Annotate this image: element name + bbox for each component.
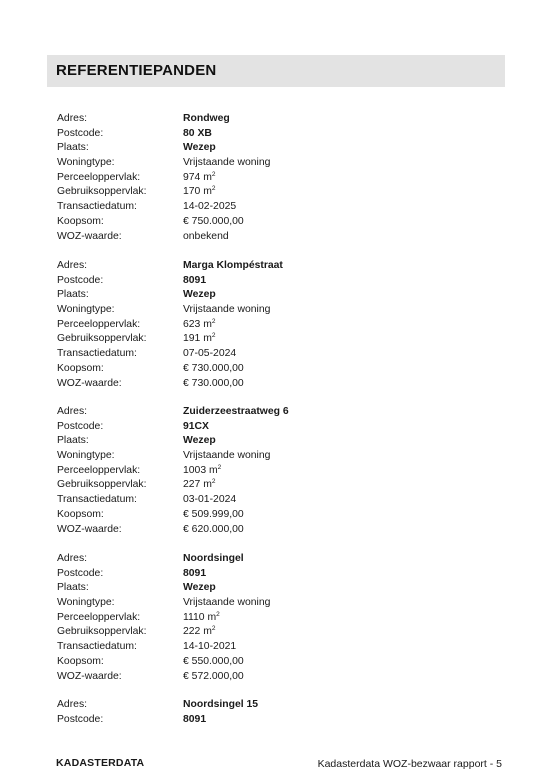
value-postcode: 91CX [183, 420, 209, 432]
label-transactie: Transactiedatum: [57, 348, 137, 360]
value-adres: Noordsingel 15 [183, 699, 259, 710]
area-exponent: 2 [211, 170, 216, 178]
property-row-gebruik [57, 332, 497, 347]
property-row-perceel [57, 171, 497, 186]
gebruik-number: 191 [183, 333, 201, 345]
label-adres: Adres: [57, 260, 88, 271]
value-adres: Zuiderzeestraatweg 6 [183, 406, 289, 417]
property-row-postcode [57, 567, 497, 582]
value-perceel [183, 611, 220, 626]
property-row-perceel [57, 318, 497, 333]
property-row-plaats [57, 434, 497, 449]
area-unit: m [203, 479, 212, 491]
label-koopsom: Koopsom: [57, 215, 104, 227]
label-postcode: Postcode: [57, 274, 104, 286]
label-adres: Adres: [57, 406, 88, 417]
area-unit: m [203, 318, 212, 330]
label-plaats: Plaats: [57, 582, 89, 594]
area-unit: m [209, 464, 218, 476]
property-row-woningtype [57, 156, 497, 171]
value-woningtype: Vrijstaande woning [183, 450, 271, 462]
value-adres: Marga Klompéstraat [183, 260, 283, 271]
section-header [47, 55, 505, 87]
value-plaats: Wezep [183, 142, 216, 154]
value-postcode: 8091 [183, 713, 207, 725]
value-gebruik [183, 332, 216, 347]
area-exponent: 2 [211, 625, 216, 633]
property-row-adres [57, 112, 497, 127]
label-postcode: Postcode: [57, 420, 104, 432]
label-woz: WOZ-waarde: [57, 230, 122, 242]
property-row-postcode [57, 274, 497, 289]
label-adres: Adres: [57, 553, 88, 564]
value-transactie: 14-02-2025 [183, 201, 237, 213]
label-perceel: Perceeloppervlak: [57, 171, 141, 183]
property-row-plaats [57, 288, 497, 303]
property-row-woningtype [57, 596, 497, 611]
value-postcode: 80 XB [183, 127, 212, 139]
perceel-number: 623 [183, 318, 201, 330]
property-row-woz [57, 377, 497, 392]
label-adres: Adres: [57, 699, 88, 710]
value-woz: € 730.000,00 [183, 377, 244, 389]
area-exponent: 2 [211, 317, 216, 325]
property-row-koopsom [57, 508, 497, 523]
area-exponent: 2 [217, 463, 222, 471]
property-row-postcode [57, 420, 497, 435]
property-row-transactie [57, 200, 497, 215]
value-perceel [183, 318, 216, 333]
section-title: REFERENTIEPANDEN [56, 62, 217, 79]
property-row-gebruik [57, 478, 497, 493]
property-row-adres [57, 259, 497, 274]
label-plaats: Plaats: [57, 289, 89, 301]
label-koopsom: Koopsom: [57, 362, 104, 374]
gebruik-number: 170 [183, 186, 201, 198]
property-row-koopsom [57, 362, 497, 377]
property-row-perceel [57, 464, 497, 479]
value-woningtype: Vrijstaande woning [183, 304, 271, 316]
value-perceel [183, 464, 221, 479]
property-row-adres [57, 405, 497, 420]
label-perceel: Perceeloppervlak: [57, 464, 141, 476]
property-row-perceel [57, 611, 497, 626]
label-plaats: Plaats: [57, 435, 89, 447]
label-adres: Adres: [57, 113, 88, 124]
value-transactie: 03-01-2024 [183, 494, 237, 506]
property-row-koopsom [57, 655, 497, 670]
value-koopsom: € 550.000,00 [183, 655, 244, 667]
property-block [57, 698, 497, 727]
label-gebruik: Gebruiksoppervlak: [57, 626, 147, 638]
label-postcode: Postcode: [57, 127, 104, 139]
property-block [57, 405, 497, 537]
label-transactie: Transactiedatum: [57, 641, 137, 653]
property-row-gebruik [57, 625, 497, 640]
property-row-woz [57, 230, 497, 245]
label-gebruik: Gebruiksoppervlak: [57, 479, 147, 491]
area-exponent: 2 [211, 478, 216, 486]
property-block [57, 112, 497, 244]
value-woz: € 572.000,00 [183, 670, 244, 682]
value-woz: € 620.000,00 [183, 523, 244, 535]
area-unit: m [203, 626, 212, 638]
value-koopsom: € 750.000,00 [183, 215, 244, 227]
value-perceel [183, 171, 216, 186]
perceel-number: 1110 [183, 611, 205, 623]
value-transactie: 07-05-2024 [183, 348, 237, 360]
property-row-gebruik [57, 185, 497, 200]
property-row-postcode [57, 127, 497, 142]
value-gebruik [183, 625, 216, 640]
label-transactie: Transactiedatum: [57, 201, 137, 213]
label-woz: WOZ-waarde: [57, 377, 122, 389]
property-block [57, 259, 497, 391]
area-unit: m [203, 171, 212, 183]
perceel-number: 1003 [183, 464, 207, 476]
area-unit: m [203, 333, 212, 345]
value-plaats: Wezep [183, 582, 216, 594]
label-woningtype: Woningtype: [57, 304, 115, 316]
value-postcode: 8091 [183, 274, 207, 286]
value-adres: Noordsingel [183, 553, 244, 564]
value-koopsom: € 509.999,00 [183, 508, 244, 520]
area-exponent: 2 [211, 185, 216, 193]
perceel-number: 974 [183, 171, 201, 183]
property-row-transactie [57, 347, 497, 362]
footer-page-label: Kadasterdata WOZ-bezwaar rapport - 5 [317, 758, 502, 770]
property-row-adres [57, 552, 497, 567]
label-woningtype: Woningtype: [57, 450, 115, 462]
property-row-woningtype [57, 303, 497, 318]
value-woningtype: Vrijstaande woning [183, 597, 271, 609]
label-gebruik: Gebruiksoppervlak: [57, 333, 147, 345]
value-adres: Rondweg [183, 113, 230, 124]
value-woningtype: Vrijstaande woning [183, 157, 271, 169]
label-transactie: Transactiedatum: [57, 494, 137, 506]
area-unit: m [207, 611, 217, 623]
label-koopsom: Koopsom: [57, 655, 104, 667]
label-woningtype: Woningtype: [57, 597, 115, 609]
gebruik-number: 227 [183, 479, 201, 491]
value-transactie: 14-10-2021 [183, 641, 237, 653]
label-woz: WOZ-waarde: [57, 523, 122, 535]
value-postcode: 8091 [183, 567, 207, 579]
value-gebruik [183, 185, 216, 200]
gebruik-number: 222 [183, 626, 201, 638]
value-plaats: Wezep [183, 289, 216, 301]
property-row-woz [57, 523, 497, 538]
property-row-postcode [57, 713, 497, 728]
property-row-adres [57, 698, 497, 713]
label-gebruik: Gebruiksoppervlak: [57, 186, 147, 198]
property-row-plaats [57, 141, 497, 156]
label-woningtype: Woningtype: [57, 157, 115, 169]
value-plaats: Wezep [183, 435, 216, 447]
area-unit: m [203, 186, 212, 198]
property-row-woningtype [57, 449, 497, 464]
property-row-woz [57, 670, 497, 685]
label-postcode: Postcode: [57, 567, 104, 579]
property-row-transactie [57, 493, 497, 508]
label-koopsom: Koopsom: [57, 508, 104, 520]
value-koopsom: € 730.000,00 [183, 362, 244, 374]
property-row-koopsom [57, 215, 497, 230]
label-plaats: Plaats: [57, 142, 89, 154]
area-exponent: 2 [216, 610, 220, 618]
footer-brand: KADASTERDATA [56, 757, 145, 769]
value-gebruik [183, 478, 216, 493]
property-row-transactie [57, 640, 497, 655]
value-woz: onbekend [183, 230, 229, 242]
label-postcode: Postcode: [57, 713, 104, 725]
property-block [57, 552, 497, 684]
property-row-plaats [57, 581, 497, 596]
label-perceel: Perceeloppervlak: [57, 611, 141, 623]
area-exponent: 2 [211, 332, 216, 340]
label-woz: WOZ-waarde: [57, 670, 122, 682]
label-perceel: Perceeloppervlak: [57, 318, 141, 330]
